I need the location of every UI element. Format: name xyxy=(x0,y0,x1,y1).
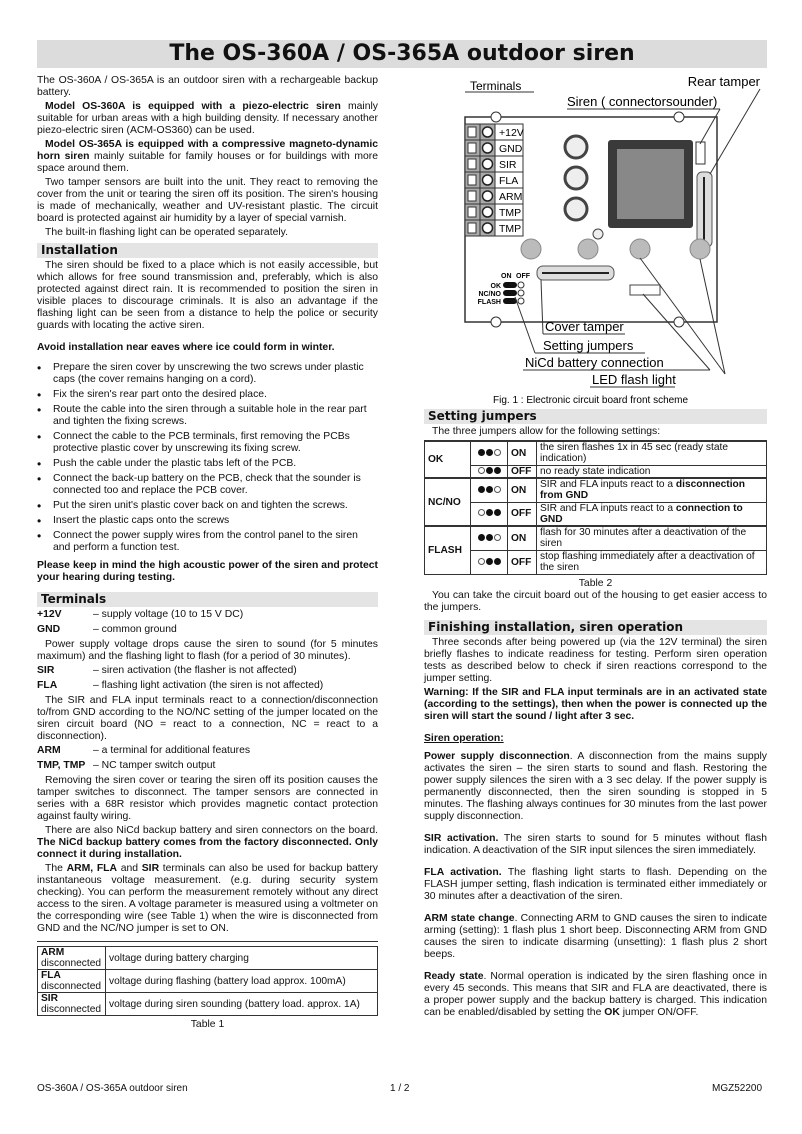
text-segment: mainly suitable for urban areas with a high building density. If necessary another piezo-electric siren (ACM-OS360) can be used. xyxy=(37,101,378,136)
jumper-position-icon xyxy=(471,502,508,526)
terminal-tmp xyxy=(37,760,378,772)
terminal-label: SIR xyxy=(499,159,517,171)
text: Siren operation: xyxy=(424,732,504,744)
label-terminals: Terminals xyxy=(470,79,522,93)
text-segment: the siren flashes 1x in 45 sec (ready state indication) xyxy=(540,442,729,465)
text-segment: mainly suitable for family houses or for buildings with more space around them. xyxy=(37,151,378,174)
installation-step: • Push the cable under the plastic tabs left of the PCB. xyxy=(37,458,378,470)
terminal-label: FLA xyxy=(499,175,519,187)
text-segment: OK xyxy=(604,1006,620,1018)
text-segment: The built-in flashing light can be operated separately. xyxy=(45,227,288,238)
installation-heading: Installation xyxy=(37,243,378,258)
text: FLA xyxy=(37,680,58,691)
table-1 xyxy=(37,946,378,1016)
text-segment: Two tamper sensors are built into the unit. They react to removing the cover from the unit or tearing the siren off its position. The siren's housing is made of mechanically, weather and UV-resistant plastic. The circuit board is protected against air humidity by a layer of special varnish. xyxy=(37,177,378,224)
text: Avoid installation near eaves where ice could form in winter. xyxy=(37,342,335,353)
table-row xyxy=(425,465,767,478)
terminal-label: +12V xyxy=(499,127,524,139)
operation-items xyxy=(424,751,767,1019)
terminals-p3: Removing the siren cover or tearing the siren off its position causes the tamper switches to disconnect. The tamper sensors are connected in series with a 68R resistor which provides magnetic contact protection against faulty wiring. xyxy=(37,775,378,822)
table-row xyxy=(425,526,767,550)
table-row xyxy=(425,478,767,502)
text-segment: FLA activation. xyxy=(424,866,502,878)
intro-paragraph xyxy=(37,177,378,225)
intro-paragraph xyxy=(37,75,378,99)
jumper-position-icon xyxy=(471,441,508,465)
right-column xyxy=(424,409,767,1021)
installation-step: • Prepare the siren cover by unscrewing the two screws under plastic caps (the cover remains hanging on a cord). xyxy=(37,362,378,386)
table-row xyxy=(38,947,378,970)
terminal-sir xyxy=(37,665,378,677)
label-nicd: NiCd battery connection xyxy=(525,355,664,370)
small-component xyxy=(593,229,603,239)
circuit-board-figure xyxy=(455,72,775,407)
text-segment: ARM state change xyxy=(424,912,515,924)
terminal-block xyxy=(465,124,524,236)
wire-state: disconnected xyxy=(41,958,102,969)
text-segment: Model OS-360A is equipped with a piezo-electric siren xyxy=(45,101,341,112)
jumper-state: OFF xyxy=(508,550,537,574)
table-row xyxy=(425,441,767,465)
table-row xyxy=(38,970,378,993)
board-notch xyxy=(674,317,684,327)
text-segment: Ready state xyxy=(424,970,484,982)
installation-step: • Put the siren unit's plastic cover back on and tighten the screws. xyxy=(37,500,378,512)
board-notch xyxy=(674,112,684,122)
terminal-label: TMP xyxy=(499,223,522,235)
text: – supply voltage (10 to 15 V DC) xyxy=(93,609,244,620)
text-segment: . Normal operation is indicated by the siren flashing once in every 45 seconds. This means that SIR and FLA are deactivated, there is a proper power supply and the backup battery is charged. This indication can be enabled/disabled by setting the xyxy=(424,970,767,1018)
text-segment: SIR xyxy=(141,863,160,874)
text-segment: There are also NiCd backup battery and siren connectors on the board. xyxy=(45,825,378,836)
led xyxy=(630,239,650,259)
jumper-description xyxy=(537,441,767,465)
text: Please keep in mind the high acoustic power of the siren and protect your hearing during testing. xyxy=(37,560,378,583)
board-notch xyxy=(491,112,501,122)
footer-page: 1 / 2 xyxy=(390,1083,410,1094)
operation-item xyxy=(424,971,767,1019)
transformer-core xyxy=(617,149,684,219)
text-segment: SIR and FLA inputs react to a xyxy=(540,502,676,514)
table-row xyxy=(38,993,378,1016)
jumpers-intro: The three jumpers allow for the following settings: xyxy=(432,426,661,437)
terminal-fla xyxy=(37,680,378,692)
jumper-name: NC/NO xyxy=(425,478,471,526)
installation-step: • Connect the back-up battery on the PCB, check that the sounder is connected too and replace the PCB cover. xyxy=(37,473,378,497)
jumper-description xyxy=(537,502,767,526)
board-notch xyxy=(491,317,501,327)
jumpers-after: You can take the circuit board out of the housing to get easier access to the jumpers. xyxy=(424,589,767,613)
off-label: OFF xyxy=(516,273,530,280)
text-segment: The siren starts to sound for 5 minutes without flash indication. A deactivation of the SIR input silences the siren immediately. xyxy=(424,832,767,856)
text-segment: and xyxy=(117,863,142,874)
jumper-state: ON xyxy=(508,478,537,502)
jumper-position-icon xyxy=(471,550,508,574)
led xyxy=(521,239,541,259)
terminal-arm xyxy=(37,745,378,757)
on-label: ON xyxy=(501,273,512,280)
hearing-note xyxy=(37,560,378,584)
terminals-p5 xyxy=(37,863,378,935)
text-segment: SIR and FLA inputs react to a xyxy=(540,479,676,491)
text-segment: terminals can also be used for backup battery instantaneous voltage measurement. (e.g. during security system checking). You can perform the measurement remotely without any direct access to the siren. A voltage parameter is measured using a voltmeter on the corresponding wire (see Table 1) when the wire is disconnected from GND and the NC/NO jumper is set to ON. xyxy=(37,863,378,934)
capacitor xyxy=(565,198,587,220)
installation-text: The siren should be fixed to a place which is not easily accessible, but which allows for free sound transmission and, preferably, which is also protected against direct rain. It is recommended to position the siren in visible places to discourage criminals. It is also an advantage if the flashing light can be seen from a distance to help the police or security guards with locating the active siren. xyxy=(37,260,378,331)
text-segment: ARM, FLA xyxy=(66,863,118,874)
installation-step: • Connect the power supply wires from the control panel to the siren and perform a function test. xyxy=(37,530,378,554)
battery-connector xyxy=(630,285,660,295)
terminal-label: TMP xyxy=(499,207,522,219)
siren-operation-heading xyxy=(424,733,767,745)
jumper-label: OK xyxy=(490,283,501,290)
table-2-caption: Table 2 xyxy=(578,577,613,589)
text-segment: Model OS-365A is equipped with a compressive magneto-dynamic horn siren xyxy=(37,139,378,162)
label-setting-jumpers: Setting jumpers xyxy=(543,338,634,353)
terminal-gnd xyxy=(37,624,378,636)
jumper-label: FLASH xyxy=(477,299,501,306)
text-segment: . A disconnection from the mains supply activates the siren – the siren starts to sound and flash. Restoring the power supply silences the siren with a 3 sec delay. If the power supply is permanently disconnected, then the siren sounding is stopped in 5 minutes. The flashing always continues for 30 minutes from the last power supply disconnection. xyxy=(424,750,767,822)
jumper-state: OFF xyxy=(508,502,537,526)
led xyxy=(578,239,598,259)
operation-item xyxy=(424,833,767,857)
text-segment: The OS-360A / OS-365A is an outdoor siren with a rechargeable backup battery. xyxy=(37,75,378,98)
measurement: voltage during flashing (battery load approx. 100mA) xyxy=(106,970,378,993)
page-title: The OS-360A / OS-365A outdoor siren xyxy=(37,40,767,68)
table-1-caption: Table 1 xyxy=(190,1019,225,1030)
jumper-description xyxy=(537,526,767,550)
label-led: LED flash light xyxy=(592,372,676,387)
installation-steps xyxy=(37,362,378,554)
wire-name: SIR xyxy=(41,993,58,1004)
jumper-state: ON xyxy=(508,526,537,550)
text-segment: The flashing light starts to flash. Depending on the FLASH jumper setting, flash indication is terminated either immediately or 30 minutes after a deactivation of the siren. xyxy=(424,866,767,902)
intro-section xyxy=(37,75,378,239)
wire-state: disconnected xyxy=(41,981,102,992)
operation-item xyxy=(424,913,767,961)
terminals-p1: Power supply voltage drops cause the siren to sound (for 5 minutes maximum) and the flashing light to flash (for a period of 30 minutes). xyxy=(37,639,378,662)
label-siren: Siren ( connectorsounder) xyxy=(567,94,718,109)
left-column xyxy=(37,75,378,1031)
rear-tamper-connector xyxy=(696,142,705,164)
text-segment: SIR activation. xyxy=(424,832,499,844)
table-1-wrap xyxy=(37,941,378,1031)
text-segment: jumper ON/OFF. xyxy=(619,1006,699,1018)
operation-item xyxy=(424,751,767,823)
terminals-heading: Terminals xyxy=(37,592,378,607)
jumper-state: ON xyxy=(508,441,537,465)
jumper-description xyxy=(537,478,767,502)
operation-item xyxy=(424,867,767,903)
label-rear-tamper: Rear tamper xyxy=(687,74,760,89)
terminal-12v xyxy=(37,609,378,621)
text: SIR xyxy=(37,665,55,676)
text-segment: no ready state indication xyxy=(540,465,651,477)
text: – common ground xyxy=(93,624,177,635)
figure-caption: Fig. 1 : Electronic circuit board front scheme xyxy=(493,395,689,406)
jumper-description xyxy=(537,465,767,478)
jumper-position-icon xyxy=(471,526,508,550)
wire-name: ARM xyxy=(41,947,65,958)
jumper-name: FLASH xyxy=(425,526,471,574)
table-row xyxy=(425,502,767,526)
installation-step: • Insert the plastic caps onto the screws xyxy=(37,515,378,527)
jumper-state: OFF xyxy=(508,465,537,478)
installation-step: • Route the cable into the siren through a suitable hole in the rear part and tighten the fixing screws. xyxy=(37,404,378,428)
jumper-name: OK xyxy=(425,441,471,478)
text: – NC tamper switch output xyxy=(93,760,216,771)
installation-step: • Connect the cable to the PCB terminals, first removing the PCBs protective plastic cover by unscrewing its fixing screw. xyxy=(37,431,378,455)
label-cover-tamper: Cover tamper xyxy=(545,319,624,334)
jumper-label: NC/NO xyxy=(478,291,501,298)
led xyxy=(690,239,710,259)
jumper-position-icon xyxy=(471,478,508,502)
terminal-label: ARM xyxy=(499,191,523,203)
text-segment: disconnection from GND xyxy=(540,479,745,502)
installation-warning xyxy=(37,342,378,354)
text: +12V xyxy=(37,609,62,620)
finishing-warning xyxy=(424,687,767,723)
jumper-description xyxy=(537,550,767,574)
footer-code: MGZ52200 xyxy=(712,1083,763,1094)
capacitor xyxy=(565,136,587,158)
text-segment: The NiCd backup battery comes from the factory disconnected. Only connect it during installation. xyxy=(37,837,378,860)
text-segment: . Connecting ARM to GND causes the siren to indicate arming (setting): 1 flash plus 1 short beep. Disconnecting ARM from GND causes the siren to indicate disarming (unsetting): 1 flash plus 2 short beeps. xyxy=(424,912,767,960)
finishing-heading: Finishing installation, siren operation xyxy=(424,620,767,635)
installation-step: • Fix the siren's rear part onto the desired place. xyxy=(37,389,378,401)
intro-paragraph xyxy=(37,101,378,137)
wire-name: FLA xyxy=(41,970,61,981)
wire-state: disconnected xyxy=(41,1004,102,1015)
measurement: voltage during siren sounding (battery load. approx. 1A) xyxy=(106,993,378,1016)
table-row xyxy=(425,550,767,574)
text: TMP, TMP xyxy=(37,760,86,771)
intro-paragraph xyxy=(37,139,378,175)
table-2 xyxy=(424,440,767,575)
text-segment: flash for 30 minutes after a deactivation of the siren xyxy=(540,527,747,550)
terminals-p2: The SIR and FLA input terminals react to a connection/disconnection to/from GND according to the NO/NC setting of the jumper located on the siren circuit board (NO = react to a connection, NC = react to a disconnection). xyxy=(37,695,378,742)
text-segment: Power supply disconnection xyxy=(424,750,570,762)
text: – a terminal for additional features xyxy=(93,745,251,756)
terminal-label: GND xyxy=(499,143,523,155)
text-segment: The xyxy=(45,863,67,874)
text: – siren activation (the flasher is not affected) xyxy=(93,665,297,676)
finishing-p1: Three seconds after being powered up (via the 12V terminal) the siren briefly flashes to indicate readiness for testing. Perform siren operation tests as described below to check if siren reactions correspond to the jumper setting. xyxy=(424,636,767,684)
text: GND xyxy=(37,624,61,635)
terminals-p4 xyxy=(37,825,378,861)
intro-paragraph xyxy=(37,227,378,239)
measurement: voltage during battery charging xyxy=(106,947,378,970)
capacitor xyxy=(565,167,587,189)
jumper-position-icon xyxy=(471,465,508,478)
jumpers-heading: Setting jumpers xyxy=(424,409,767,424)
text: ARM xyxy=(37,745,61,756)
text-segment: connection to GND xyxy=(540,502,743,525)
text: Warning: If the SIR and FLA input terminals are in an activated state (according to the settings), then when the power is connected up the siren will start the sound / light after 3 sec. xyxy=(424,686,767,722)
footer-title: OS-360A / OS-365A outdoor siren xyxy=(37,1083,188,1094)
text-segment: stop flashing immediately after a deactivation of the siren xyxy=(540,551,755,573)
text: – flashing light activation (the siren is not affected) xyxy=(93,680,324,691)
